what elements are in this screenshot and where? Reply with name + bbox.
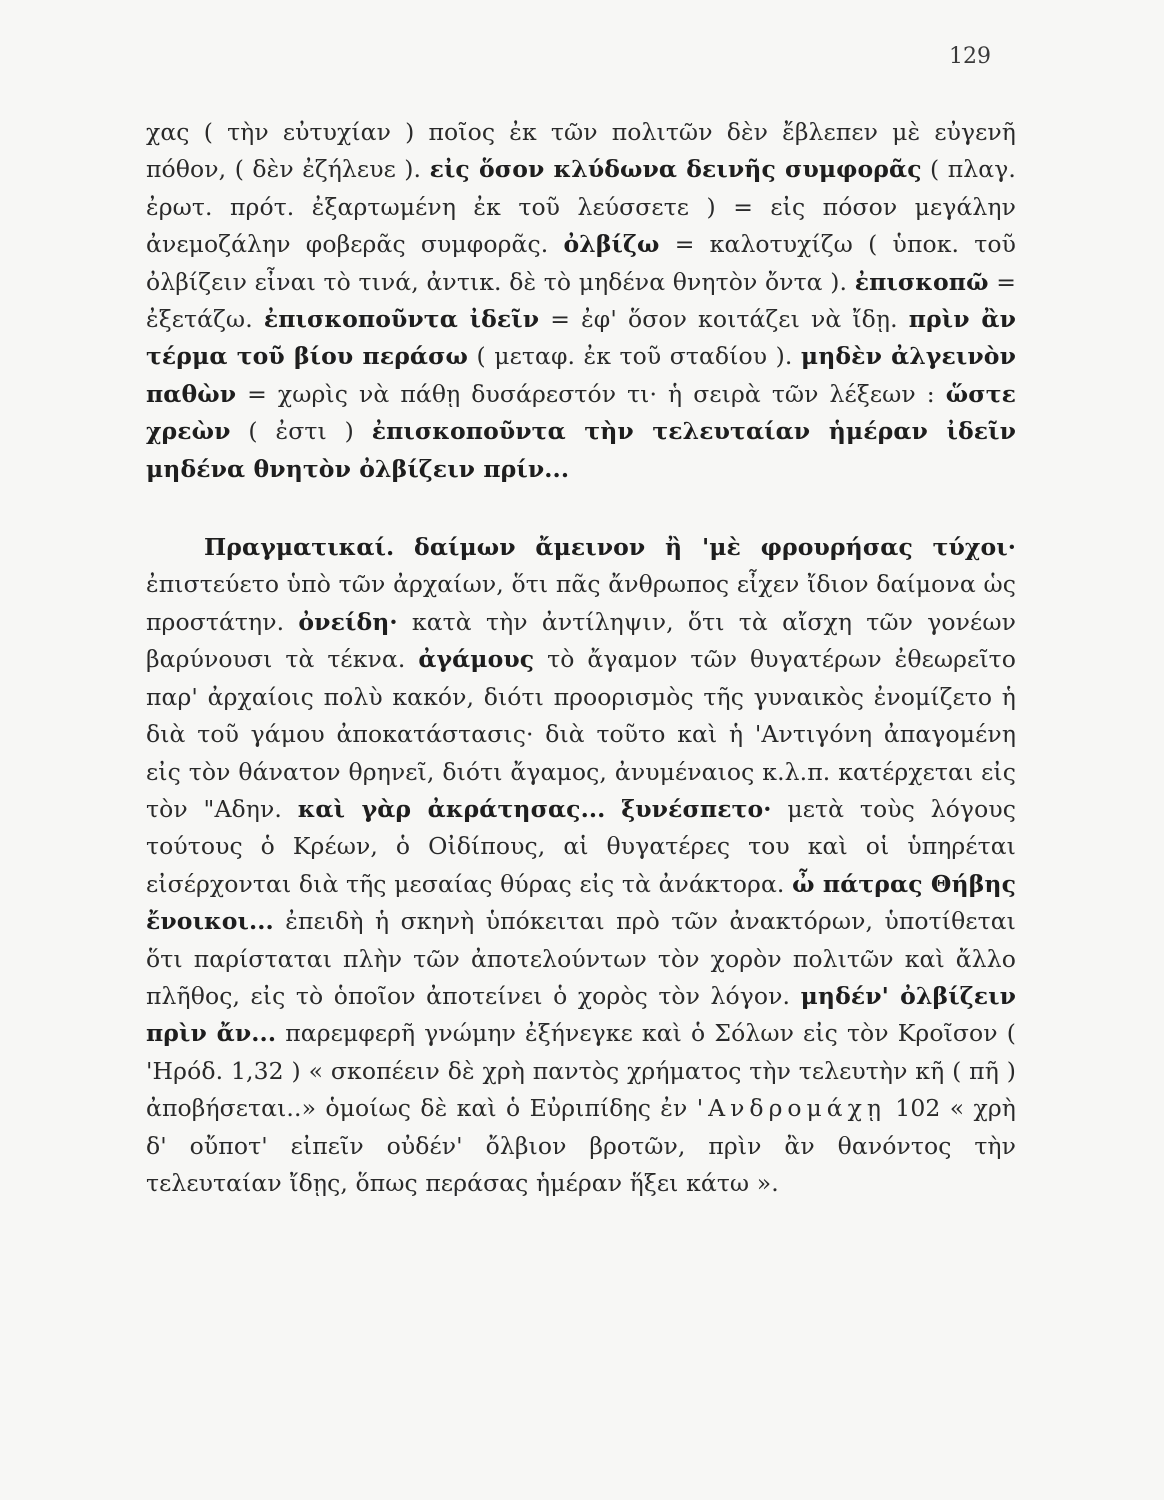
lemma: πρὶν ἂν τέρμα τοῦ βίου περάσω	[146, 305, 1016, 371]
note-text: ( πλαγ. ἐρωτ. πρότ. ἐξαρτωμένη ἐκ τοῦ λεύσσετε ) = εἰς πόσον μεγάλην ἀνεμοζάλην φοβερᾶς συμφορᾶς.	[146, 155, 1016, 259]
note-text: = χωρὶς νὰ πάθῃ δυσάρεστόν τι· ἡ σειρὰ τῶν λέξεων :	[236, 379, 946, 408]
lemma: μηδὲν ἀλγεινὸν παθὼν	[146, 342, 1016, 408]
note-text: τὸ ἄγαμον τῶν θυγατέρων ἐθεωρεῖτο παρ' ἀρχαίοις πολὺ κακόν, διότι προορισμὸς τῆς γυναικὸς ἐνομίζετο ἡ διὰ τοῦ γάμου ἀποκατάστασις· διὰ τοῦτο καὶ ἡ 'Αντιγόνη ἀπαγομένη εἰς τὸν θάνατον θρηνεῖ, διότι ἄγαμος, ἀνυμέναιος κ.λ.π. κατέρχεται εἰς τὸν "Αδην.	[146, 645, 1016, 823]
lemma: ὥστε χρεὼν	[146, 379, 1016, 446]
lemma: ὀλβίζω	[563, 230, 660, 259]
note-text	[605, 795, 621, 823]
paragraph-pragmatikai	[146, 529, 1016, 1202]
note-text: = ἐξετάζω.	[146, 267, 1016, 334]
commentary-text	[146, 114, 1016, 1202]
lemma: ἐπισκοποῦντα τὴν τελευταίαν ἡμέραν ἰδεῖν μηδένα θνητὸν ὀλβίζειν πρίν...	[146, 417, 1016, 483]
note-text: χας ( τὴν εὐτυχίαν ) ποῖος ἐκ τῶν πολιτῶν δὲν ἔβλεπεν μὲ εὐγενῆ πόθον, ( δὲν ἐζήλευε ).	[146, 118, 1016, 184]
lemma: ξυνέσπετο·	[621, 794, 772, 823]
note-text: = καλοτυχίζω ( ὑποκ. τοῦ ὀλβίζειν εἶναι τὸ τινά, ἀντικ. δὲ τὸ μηδένα θνητὸν ὄντα ).	[146, 230, 1017, 296]
lemma: ἐπισκοπῶ	[854, 267, 989, 296]
lemma: ὀνείδη·	[298, 607, 398, 636]
paragraph-notes-continued	[146, 114, 1016, 488]
lemma: ὦ πάτρας Θήβης ἔνοικοι...	[146, 869, 1016, 936]
lemma: εἰς ὅσον κλύδωνα δεινῆς συμφορᾶς	[429, 155, 922, 184]
lemma: καὶ γὰρ ἀκράτησας...	[297, 794, 606, 823]
lemma: μηδέν' ὀλβίζειν πρὶν ἄν...	[146, 981, 1016, 1048]
note-text: μετὰ τοὺς λόγους τούτους ὁ Κρέων, ὁ Οἰδίπους, αἱ θυγατέρες του καὶ οἱ ὑπηρέται εἰσέρχονται διὰ τῆς μεσαίας θύρας εἰς τὰ ἀνάκτορα.	[146, 794, 1016, 898]
note-text: ἐπειδὴ ἡ σκηνὴ ὑπόκειται πρὸ τῶν ἀνακτόρων, ὑποτίθεται ὅτι παρίσταται πλὴν τῶν ἀποτελούντων τὸν χορὸν πολιτῶν καὶ ἄλλο πλῆθος, εἰς τὸ ὁποῖον ἀποτείνει ὁ χορὸς τὸν λόγον.	[146, 907, 1016, 1010]
note-text: κατὰ τὴν ἀντίληψιν, ὅτι τὰ αἴσχη τῶν γονέων βαρύνουσι τὰ τέκνα.	[146, 607, 1016, 674]
note-text: παρεμφερῆ γνώμην ἐξήνεγκε καὶ ὁ Σόλων εἰς τὸν Κροῖσον ( 'Ηρόδ. 1,32 ) « σκοπέειν δὲ χρὴ παντὸς χρήματος τὴν τελευτὴν κῆ ( πῆ ) ἀποβήσεται..» ὁμοίως δὲ καὶ ὁ Εὐριπίδης ἐν	[146, 1019, 1017, 1123]
page-number: 129	[949, 44, 991, 69]
note-text: ( ἐστι )	[230, 417, 372, 446]
note-text: ἐπιστεύετο ὑπὸ τῶν ἀρχαίων, ὅτι πᾶς ἄνθρωπος εἶχεν ἴδιον δαίμονα ὡς προστάτην.	[146, 570, 1016, 636]
section-heading-lemma: Πραγματικαί. δαίμων ἄμεινον ἢ 'μὲ φρουρήσας τύχοι·	[204, 533, 1016, 562]
note-text: ( μεταφ. ἐκ τοῦ σταδίου ).	[468, 342, 801, 371]
lemma: ἀγάμους	[418, 645, 535, 674]
note-text: 102 « χρὴ δ' οὔποτ' εἰπεῖν οὐδέν' ὄλβιον βροτῶν, πρὶν ἂν θανόντος τὴν τελευταίαν ἴδῃς, ὅπως περάσας ἡμέραν ἥξει κάτω ».	[146, 1094, 1016, 1197]
work-title: 'Ανδρομάχῃ	[696, 1094, 886, 1123]
note-text: = ἐφ' ὅσον κοιτάζει νὰ ἴδῃ.	[539, 305, 909, 334]
lemma: ἐπισκοποῦντα ἰδεῖν	[263, 305, 540, 334]
